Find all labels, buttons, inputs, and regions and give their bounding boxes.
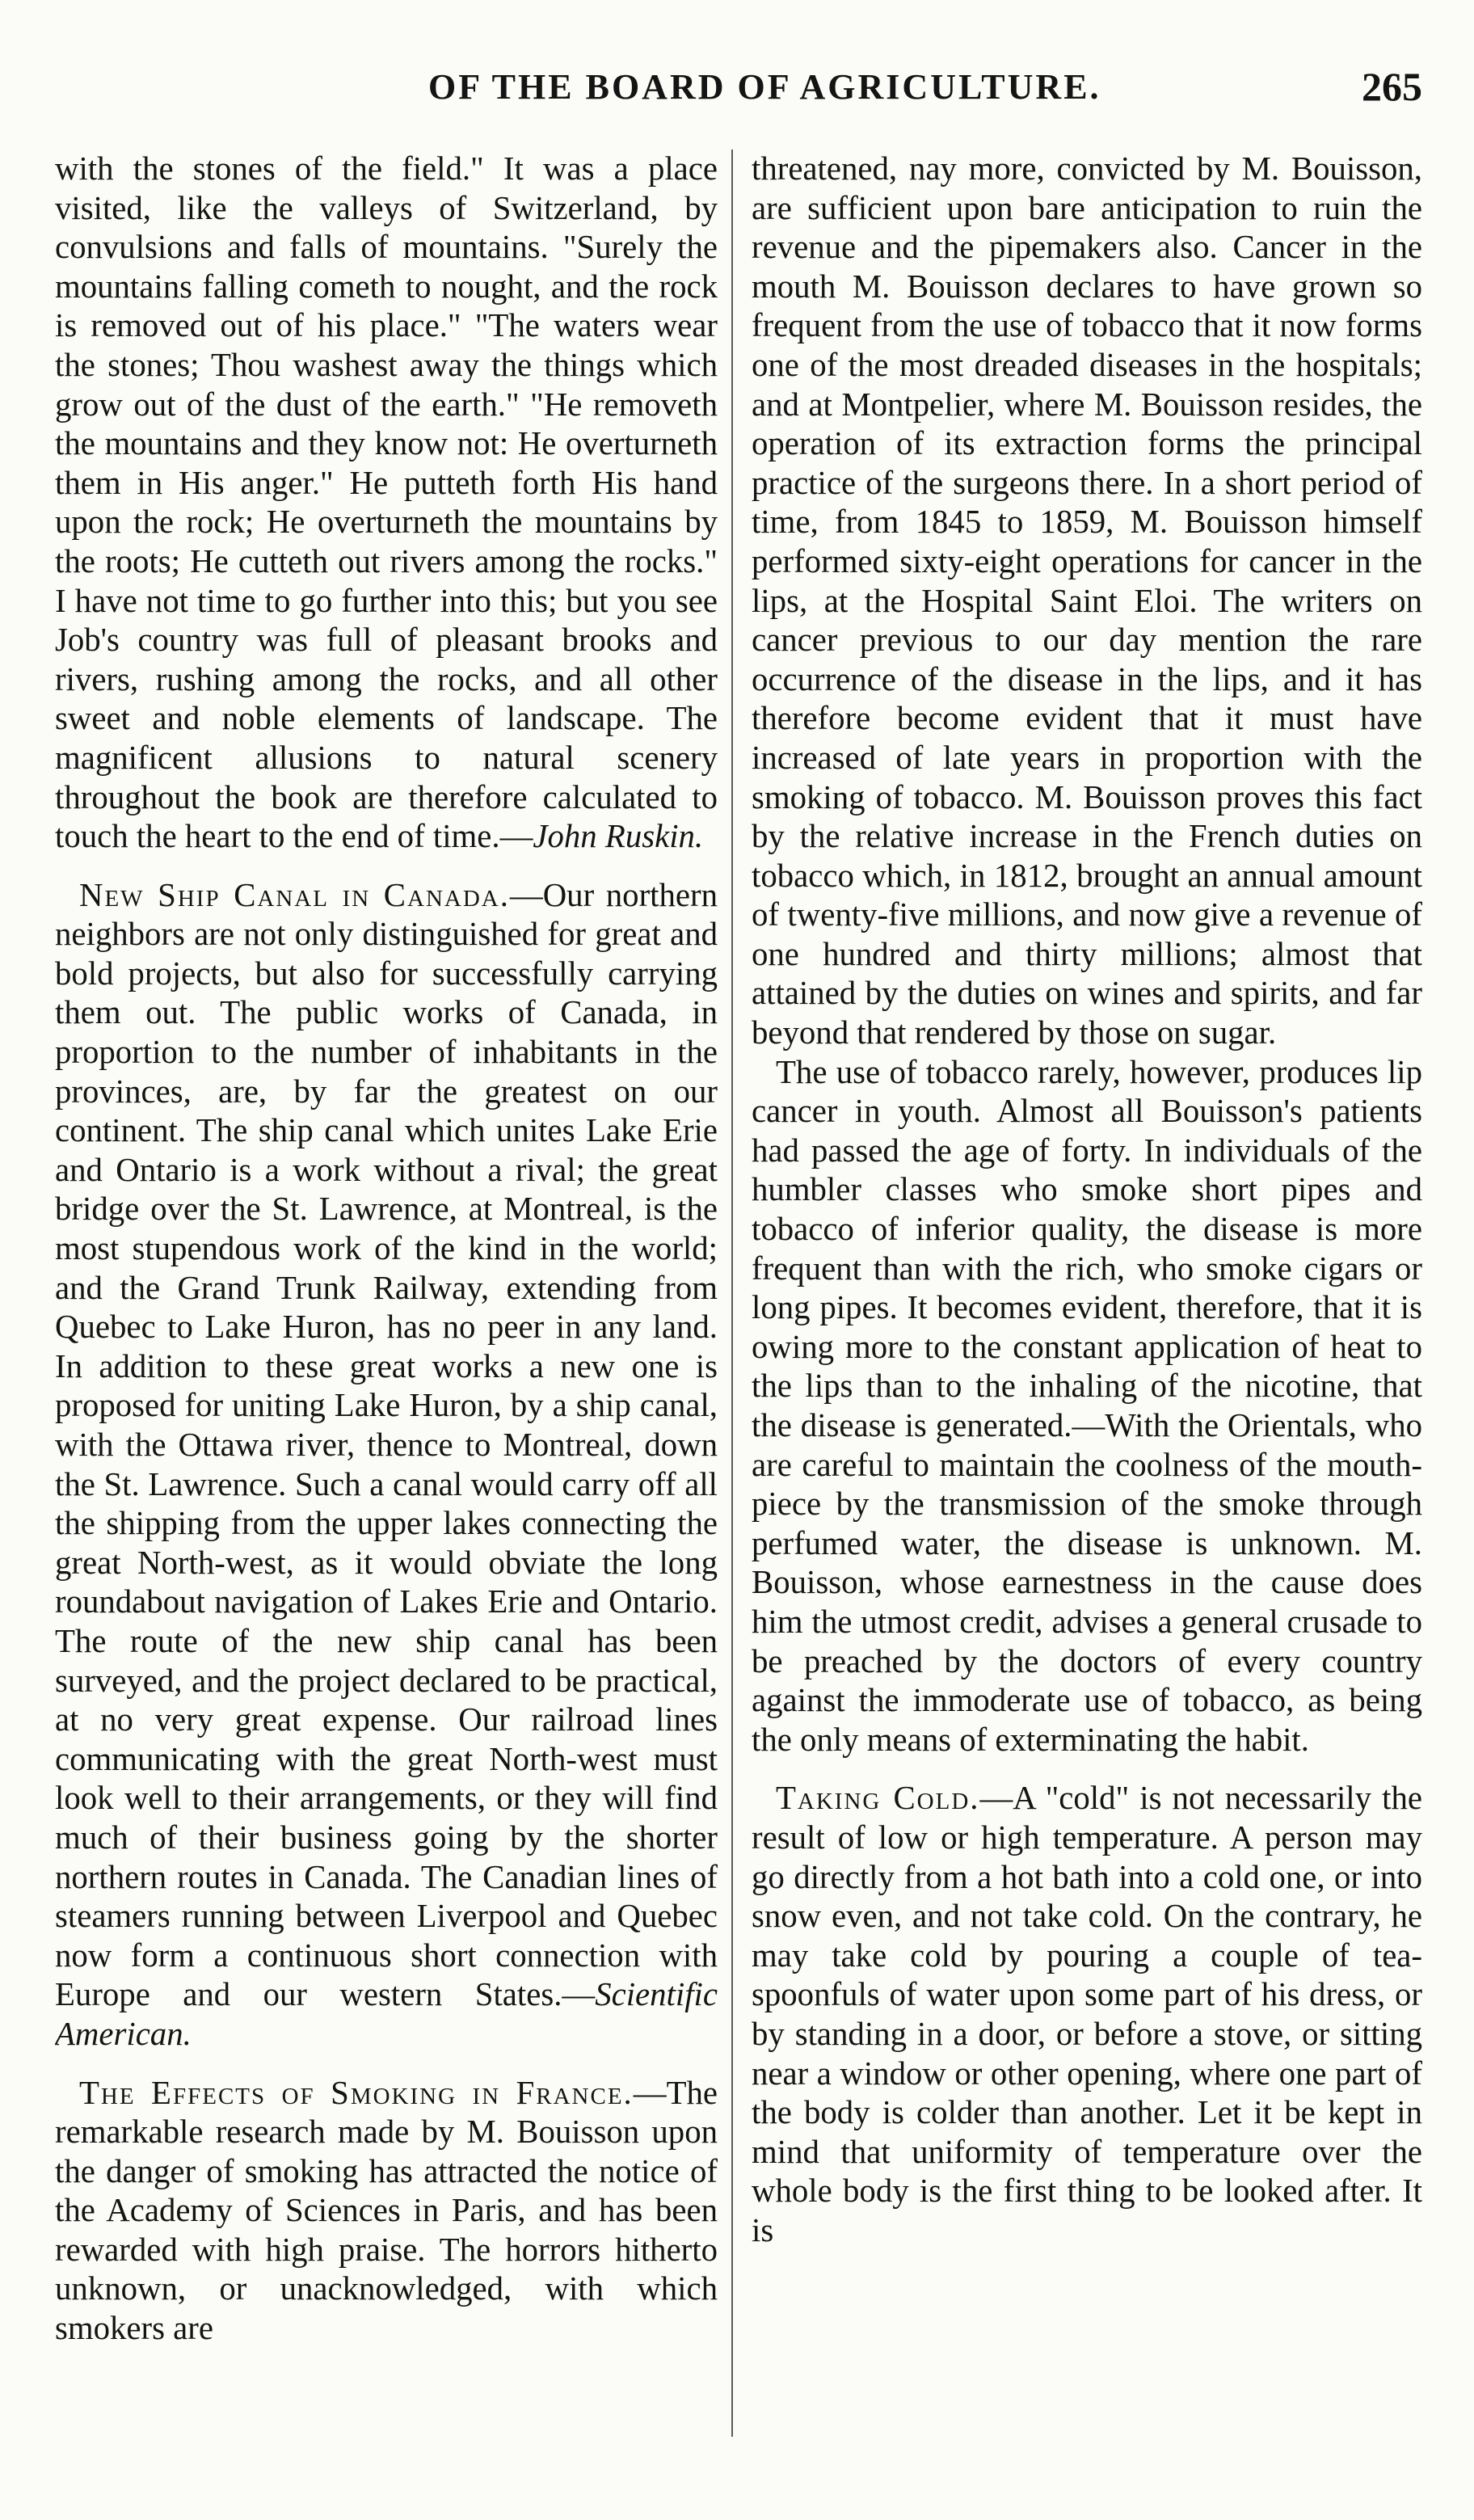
smoking-continued: threatened, nay more, convicted by M. Bouisson, are sufficient upon bare anticipation to ruin the revenue and the pipemakers also. Cancer in the mouth M. Bouisson declares to have grown so frequent from the use of tobacco that it now forms one of the most dreaded diseases in the hospitals; and at Montpelier, where M. Bouisson resides, the operation of its extraction forms the principal practice of the surgeons there. In a short period of time, from 1845 to 1859, M. Bouisson himself performed sixty-eight operations for cancer in the lips, at the Hospital Saint Eloi. The writers on cancer previous to our day mention the rare occurrence of the disease in the lips, and it has therefore become evident that it must have increased of late years in proportion with the smoking of tobacco. M. Bouisson proves this fact by the relative increase in the French duties on tobacco which, in 1812, brought an annual amount of twenty-five millions, and now give a revenue of one hundred and thirty millions; almost that attained by the duties on wines and spirits, and far beyond that rendered by those on sugar. xyxy=(752,150,1422,1051)
smoking-paragraph-2: The use of tobacco rarely, however, produces lip cancer in youth. Almost all Bouisson's patients had passed the age of forty. In individuals of the humbler classes who smoke short pipes and tobacco of inferior quality, the disease is more frequent than with the rich, who smoke cigars or long pipes. It becomes evident, therefore, that it is owing more to the constant application of heat to the lips than to the inhaling of the nicotine, that the disease is generated.—With the Orientals, who are careful to maintain the coolness of the mouth-piece by the transmission of the smoke through perfumed water, the disease is unknown. M. Bouisson, whose earnestness in the cause does him the utmost credit, advises a general crusade to be preached by the doctors of every country against the immoderate use of tobacco, as being the only means of exterminating the habit. xyxy=(752,1053,1422,1758)
column-divider xyxy=(731,150,733,2437)
smoking-heading: The Effects of Smoking in France. xyxy=(79,2074,634,2111)
page-number: 265 xyxy=(1362,64,1422,109)
canal-heading: New Ship Canal in Canada. xyxy=(79,876,510,913)
canal-article xyxy=(55,876,718,2054)
smoking-article xyxy=(55,2074,718,2349)
running-title: OF THE BOARD OF AGRICULTURE. xyxy=(428,67,1101,107)
ruskin-signature: John Ruskin. xyxy=(533,818,704,855)
cold-article xyxy=(752,1779,1422,2250)
ruskin-text: with the stones of the field." It was a place visited, like the valleys of Switzerland, by convulsions and falls of mountains. "Surely the mountains falling cometh to nought, and the rock is removed out of his place." "The waters wear the stones; Thou washest away the things which grow out of the dust of the earth." "He removeth the mountains and they know not: He overturneth them in His anger." He putteth forth His hand upon the rock; He overturneth the mountains by the roots; He cutteth out rivers among the rocks." I have not time to go further into this; but you see Job's country was full of pleasant brooks and rivers, rushing among the rocks, and all other sweet and noble elements of landscape. The magnificent allusions to natural scenery throughout the book are therefore calculated to touch the heart to the end of time.— xyxy=(55,150,718,855)
ruskin-passage xyxy=(55,150,718,857)
running-head xyxy=(48,66,1422,115)
canal-signature: Scientific American. xyxy=(55,1976,718,2052)
right-column xyxy=(752,150,1422,2437)
cold-heading: Taking Cold. xyxy=(776,1780,980,1817)
smoking-text: —The remarkable research made by M. Bouisson upon the danger of smoking has attracted the notice of the Academy of Sciences in Paris, and has been rewarded with high praise. The horrors hitherto unknown, or unacknowledged, with which smokers are xyxy=(55,2074,718,2347)
cold-text: —A "cold" is not necessarily the result of low or high temperature. A person may go directly from a hot bath into a cold one, or into snow even, and not take cold. On the contrary, he may take cold by pouring a couple of tea-spoonfuls of water upon some part of his dress, or by standing in a door, or before a stove, or sitting near a window or other opening, where one part of the body is colder than another. Let it be kept in mind that uniformity of temperature over the whole body is the first thing to be looked after. It is xyxy=(752,1780,1422,2248)
canal-text: —Our northern neighbors are not only distinguished for great and bold projects, but also for successfully carrying them out. The public works of Canada, in proportion to the number of inhabitants in the provinces, are, by far the greatest on our continent. The ship canal which unites Lake Erie and Ontario is a work without a rival; the great bridge over the St. Lawrence, at Montreal, is the most stupendous work of the kind in the world; and the Grand Trunk Railway, extending from Quebec to Lake Huron, has no peer in any land. In addition to these great works a new one is proposed for uniting Lake Huron, by a ship canal, with the Ottawa river, thence to Montreal, down the St. Lawrence. Such a canal would carry off all the shipping from the upper lakes connecting the great North-west, as it would obviate the long roundabout navigation of Lakes Erie and Ontario. The route of the new ship canal has been surveyed, and the project declared to be practical, at no very great expense. Our railroad lines communicating with the great North-west must look well to their arrangements, or they will find much of their business going by the shorter northern routes in Canada. The Canadian lines of steamers running between Liverpool and Quebec now form a continuous short connection with Europe and our western States.— xyxy=(55,876,718,2013)
left-column xyxy=(55,150,718,2437)
